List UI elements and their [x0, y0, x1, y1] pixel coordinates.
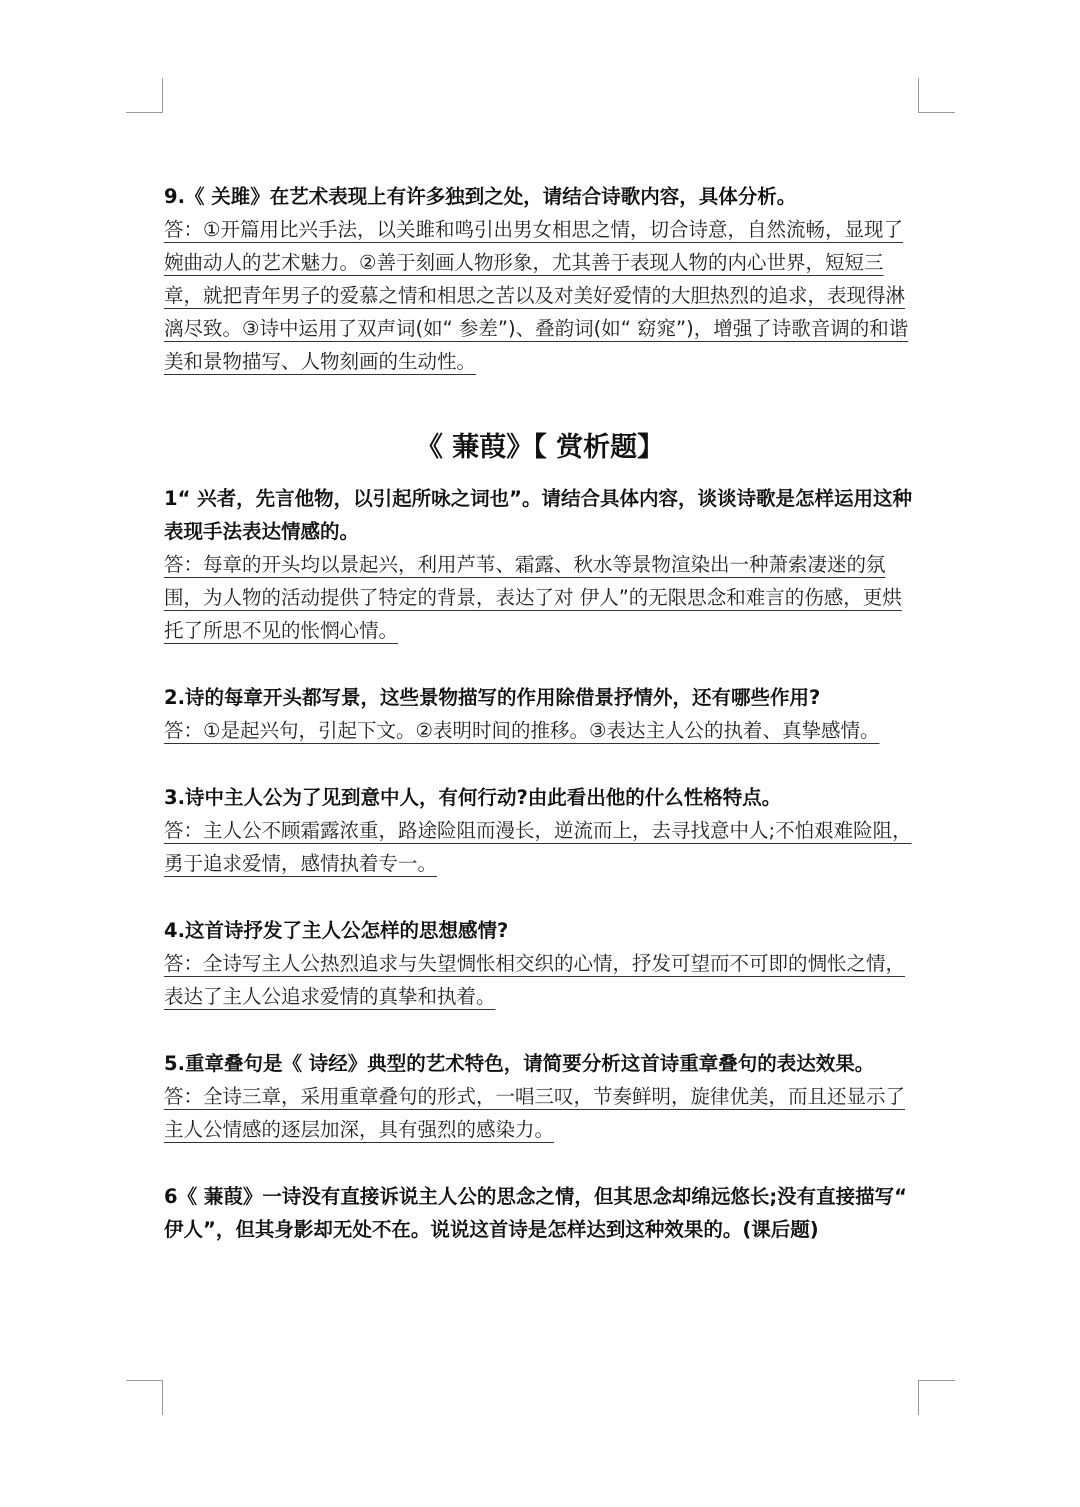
- question-text: 1“ 兴者，先言他物，以引起所咏之词也”。请结合具体内容，谈谈诗歌是怎样运用这种表现手法表达情感的。: [164, 487, 912, 543]
- question-text: 3.诗中主人公为了见到意中人，有何行动?由此看出他的什么性格特点。: [164, 786, 782, 809]
- section-title-jianjia: 《 蒹葭》【 赏析题】: [415, 432, 665, 463]
- answer-text: 答：全诗三章，采用重章叠句的形式，一唱三叹，节奏鲜明，旋律优美，而且还显示了主人公情感的逐层加深，具有强烈的感染力。: [164, 1085, 906, 1141]
- answer-text: 答：①是起兴句，引起下文。②表明时间的推移。③表达主人公的执着、真挚感情。: [164, 719, 880, 742]
- question-block-guanju-9: [164, 180, 916, 378]
- question-block: [164, 1047, 916, 1146]
- answer-text: 答：主人公不顾霜露浓重，路途险阻而漫长，逆流而上，去寻找意中人;不怕艰难险阻，勇于追求爱情，感情执着专一。: [164, 819, 912, 875]
- question-text: 6《 蒹葭》一诗没有直接诉说主人公的思念之情，但其思念却绵远悠长;没有直接描写“ 伊人”，但其身影却无处不在。说说这首诗是怎样达到这种效果的。(课后题): [164, 1185, 907, 1241]
- question-block: [164, 914, 916, 1013]
- document-body: [164, 180, 916, 1280]
- crop-mark-top-right: [918, 78, 955, 113]
- crop-mark-top-left: [126, 78, 163, 113]
- answer-text: 答：全诗写主人公热烈追求与失望惆怅相交织的心情，抒发可望而不可即的惆怅之情，表达了主人公追求爱情的真挚和执着。: [164, 952, 906, 1008]
- answer-text: 答：①开篇用比兴手法，以关雎和鸣引出男女相思之情，切合诗意，自然流畅，显现了婉曲动人的艺术魅力。②善于刻画人物形象，尤其善于表现人物的内心世界，短短三章，就把青年男子的爱慕之情和相思之苦以及对美好爱情的大胆热烈的追求，表现得淋漓尽致。③诗中运用了双声词(如“ 参差”)、叠韵词(如“ 窈窕”)，增强了诗歌音调的和谐美和景物描写、人物刻画的生动性。: [164, 218, 909, 373]
- crop-mark-bottom-right: [918, 1380, 955, 1415]
- question-text: 9.《 关雎》在艺术表现上有许多独到之处，请结合诗歌内容，具体分析。: [164, 185, 797, 208]
- question-block: [164, 482, 916, 647]
- crop-mark-bottom-left: [126, 1380, 163, 1415]
- question-text: 5.重章叠句是《 诗经》典型的艺术特色，请简要分析这首诗重章叠句的表达效果。: [164, 1052, 875, 1075]
- question-text: 2.诗的每章开头都写景，这些景物描写的作用除借景抒情外，还有哪些作用?: [164, 686, 821, 709]
- question-text: 4.这首诗抒发了主人公怎样的思想感情?: [164, 919, 509, 942]
- answer-text: 答：每章的开头均以景起兴，利用芦苇、霜露、秋水等景物渲染出一种萧索凄迷的氛围，为人物的活动提供了特定的背景，表达了对 伊人”的无限思念和难言的伤感，更烘托了所思不见的怅惘心情。: [164, 553, 902, 642]
- question-block: [164, 681, 916, 747]
- question-block: [164, 1180, 916, 1246]
- question-block: [164, 781, 916, 880]
